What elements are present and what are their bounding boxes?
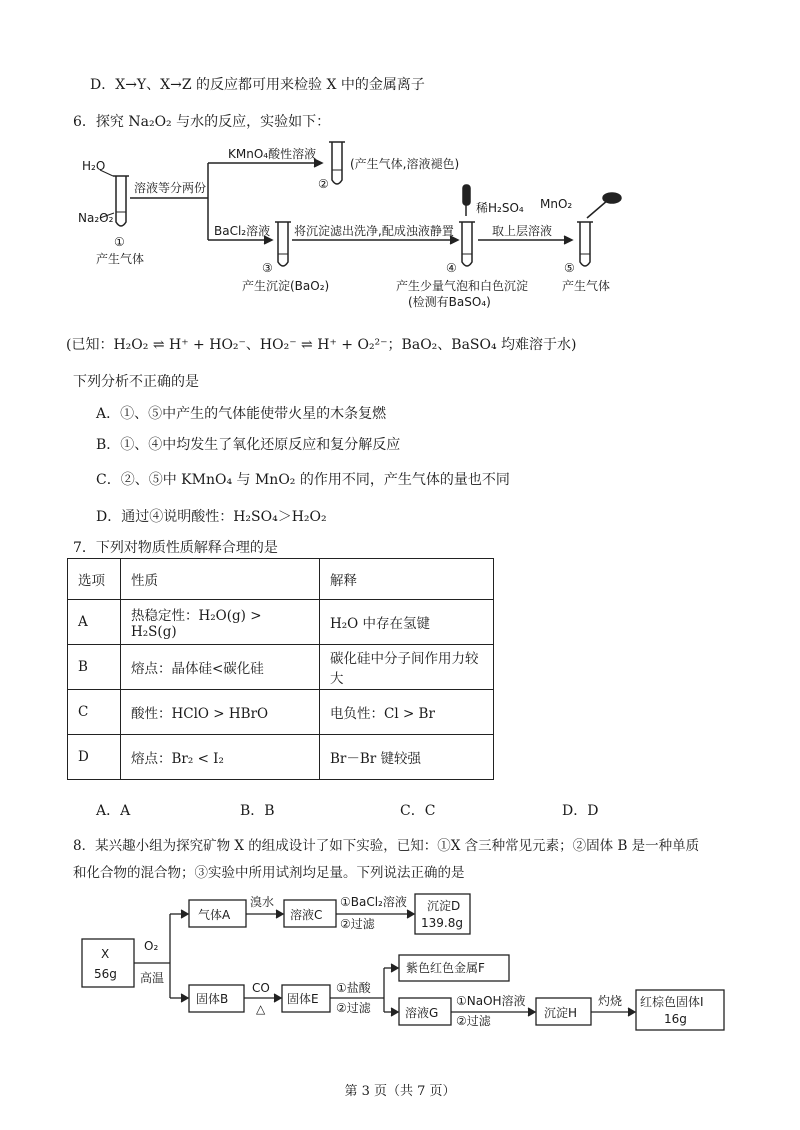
cell-option: D [68, 735, 121, 780]
q7-stem: 7．下列对物质性质解释合理的是 [73, 540, 278, 556]
q5-option-d: D．X→Y、X→Z 的反应都可用来检验 X 中的金属离子 [90, 77, 425, 93]
test-tube-3 [275, 222, 291, 266]
gas-a-label: 气体A [198, 908, 231, 922]
metal-f-label: 紫色红色金属F [406, 961, 485, 975]
high-temp-label: 高温 [140, 971, 165, 985]
q8-stem-line1: 8．某兴趣小组为探究矿物 X 的组成设计了如下实验，已知：①X 含三种常见元素；②固体 B 是一种单质 [73, 838, 700, 854]
tube3-caption: 产生沉淀(BaO₂) [242, 279, 330, 293]
heat-label: △ [256, 1002, 266, 1016]
q6-option-a: A．①、⑤中产生的气体能使带火星的木条复燃 [96, 406, 387, 422]
table-header-row [68, 559, 494, 600]
x-name: X [101, 947, 110, 961]
precip-d-label: 沉淀D [427, 899, 461, 913]
cell-explanation: H₂O 中存在氢键 [320, 600, 494, 645]
q6-stem: 6．探究 Na₂O₂ 与水的反应，实验如下： [73, 114, 331, 130]
table-row [68, 645, 494, 690]
page-footer: 第 3 页（共 7 页） [344, 1084, 456, 1099]
wash-label: 将沉淀滤出洗净,配成浊液静置 [294, 224, 454, 238]
table-row [68, 690, 494, 735]
solid-b-label: 固体B [196, 992, 229, 1006]
tube5-caption: 产生气体 [562, 279, 611, 293]
cell-property: 熔点：Br₂ < I₂ [121, 735, 320, 780]
step-bacl2-label: ①BaCl₂溶液 [340, 895, 407, 909]
precip-d-mass: 139.8g [421, 916, 463, 930]
step-filter1-label: ②过滤 [340, 917, 375, 931]
co-label: CO [252, 981, 270, 995]
o2-label: O₂ [144, 939, 159, 953]
mno2-label: MnO₂ [540, 197, 573, 211]
q6-option-c: C．②、⑤中 KMnO₄ 与 MnO₂ 的作用不同，产生气体的量也不同 [96, 472, 510, 488]
solid-i-label: 红棕色固体I [640, 995, 704, 1009]
q7-answer-c: C．C [400, 803, 436, 819]
step-filter3-label: ②过滤 [456, 1014, 491, 1028]
test-tube-1 [113, 176, 129, 226]
q7-table [67, 558, 494, 780]
header-property: 性质 [121, 559, 320, 600]
cell-property: 酸性：HClO > HBrO [121, 690, 320, 735]
test-tube-2 [329, 142, 345, 184]
cell-property: 熔点：晶体硅<碳化硅 [121, 645, 320, 690]
dropper [463, 185, 470, 216]
header-explanation: 解释 [320, 559, 494, 600]
tube4-caption-2: (检测有BaSO₄) [408, 295, 491, 309]
test-tube-5 [577, 222, 593, 266]
tube2-number: ② [318, 177, 329, 191]
solution-g-label: 溶液G [405, 1006, 439, 1020]
tube1-caption: 产生气体 [96, 252, 145, 266]
upper-solution-label: 取上层溶液 [492, 224, 553, 238]
cell-explanation: Br－Br 键较强 [320, 735, 494, 780]
cell-explanation: 碳化硅中分子间作用力较大 [320, 645, 494, 690]
q6-option-d: D．通过④说明酸性：H₂SO₄＞H₂O₂ [96, 509, 327, 525]
q8-flowchart [0, 885, 800, 1035]
split-label: 溶液等分两份 [134, 181, 207, 195]
bromine-water-label: 溴水 [250, 895, 275, 909]
table-row [68, 600, 494, 645]
table-row [68, 735, 494, 780]
tube2-caption: (产生气体,溶液褪色) [350, 157, 460, 171]
cell-option: C [68, 690, 121, 735]
test-tube-4 [459, 222, 475, 266]
step-filter2-label: ②过滤 [336, 1001, 371, 1015]
tube4-caption-1: 产生少量气泡和白色沉淀 [396, 279, 529, 293]
q7-answer-b: B．B [240, 803, 275, 819]
bacl2-label: BaCl₂溶液 [214, 224, 271, 238]
q6-option-b: B．①、④中均发生了氧化还原反应和复分解反应 [96, 437, 401, 453]
q7-answer-a: A．A [96, 803, 131, 819]
burn-label: 灼烧 [598, 994, 623, 1008]
cell-property: 热稳定性：H₂O(g) > H₂S(g) [121, 600, 320, 645]
q6-known: (已知：H₂O₂ ⇌ H⁺ + HO₂⁻、HO₂⁻ ⇌ H⁺ + O₂²⁻；BaO₂、BaSO₄ 均难溶于水) [66, 337, 577, 353]
kmno4-label: KMnO₄酸性溶液 [228, 147, 317, 161]
h2o-label: H₂O [82, 159, 106, 173]
solution-c-label: 溶液C [290, 908, 323, 922]
h2so4-label: 稀H₂SO₄ [476, 201, 524, 215]
na2o2-label: Na₂O₂ [78, 211, 114, 225]
cell-option: B [68, 645, 121, 690]
precip-h-label: 沉淀H [544, 1006, 578, 1020]
tube5-number: ⑤ [564, 261, 575, 275]
x-mass: 56g [94, 967, 117, 981]
solid-i-mass: 16g [664, 1012, 687, 1026]
q7-answer-d: D．D [562, 803, 599, 819]
cell-explanation: 电负性：Cl > Br [320, 690, 494, 735]
step-hcl-label: ①盐酸 [336, 981, 371, 995]
solid-e-label: 固体E [287, 992, 319, 1006]
spatula [587, 193, 621, 218]
cell-option: A [68, 600, 121, 645]
step-naoh-label: ①NaOH溶液 [456, 994, 526, 1008]
q6-experiment-diagram [0, 135, 800, 325]
tube4-number: ④ [446, 261, 457, 275]
tube1-number: ① [114, 235, 125, 249]
header-option: 选项 [68, 559, 121, 600]
q6-question: 下列分析不正确的是 [73, 374, 199, 390]
tube3-number: ③ [262, 261, 273, 275]
q8-stem-line2: 和化合物的混合物；③实验中所用试剂均足量。下列说法正确的是 [73, 865, 465, 881]
